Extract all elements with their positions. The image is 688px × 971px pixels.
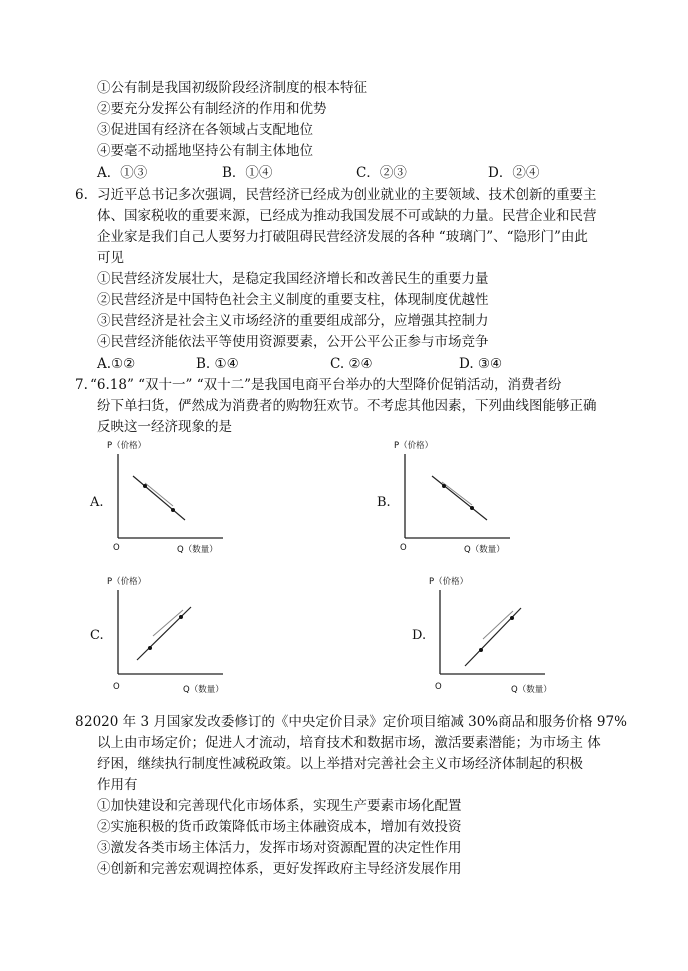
graph-c-y-label: P（价格） <box>107 577 147 587</box>
graph-b <box>392 438 522 558</box>
graph-b-y-label: P（价格） <box>394 441 434 451</box>
q7-number: 7. <box>75 377 88 393</box>
graph-d <box>427 574 557 698</box>
q8-item-1: ①加快建设和完善现代化市场体系，实现生产要素市场化配置 <box>97 798 462 814</box>
q5-item-2: ②要充分发挥公有制经济的作用和优势 <box>97 101 327 117</box>
graph-a-curve-1 <box>133 476 185 520</box>
graph-b-origin: O <box>400 543 407 553</box>
q5-item-1: ①公有制是我国初级阶段经济制度的根本特征 <box>97 80 367 96</box>
graph-c-point-1 <box>148 646 152 650</box>
graph-a-curve-2 <box>145 483 173 506</box>
q8-number: 8 <box>75 714 84 730</box>
graph-b-curve-2 <box>442 482 472 505</box>
q7-stem-line-1: “6.18” “双十一” “双十二”是我国电商平台举办的大型降价促销活动，消费者纷 <box>90 377 562 393</box>
q6-option-c[interactable]: C. ②④ <box>330 356 373 372</box>
graph-b-x-label: Q（数量） <box>464 545 505 555</box>
q5-item-3: ③促进国有经济在各领域占支配地位 <box>97 122 313 138</box>
q5-option-a[interactable]: A．①③ <box>97 165 148 181</box>
q8-stem-line-4: 作用有 <box>97 777 138 793</box>
q6-number: 6. <box>75 187 88 203</box>
graph-a-origin: O <box>113 543 120 553</box>
q6-stem-line-1: 习近平总书记多次强调，民营经济已经成为创业就业的主要领域、技术创新的重要主 <box>97 187 597 203</box>
q6-item-3: ③民营经济是社会主义市场经济的重要组成部分，应增强其控制力 <box>97 313 489 329</box>
graph-c-label[interactable]: C. <box>90 628 104 643</box>
q7-stem-line-2: 纷下单扫货，俨然成为消费者的购物狂欢节。不考虑其他因素，下列曲线图能够正确 <box>97 398 597 414</box>
graph-a-point-2 <box>171 508 175 512</box>
graph-a-x-label: Q（数量） <box>177 545 218 555</box>
graph-a-point-1 <box>143 484 147 488</box>
q5-option-d[interactable]: D．②④ <box>488 165 540 181</box>
graph-a <box>105 438 235 558</box>
graph-d-x-label: Q（数量） <box>511 685 552 695</box>
q5-option-c[interactable]: C．②③ <box>356 165 407 181</box>
graph-c-curve-2 <box>153 610 183 636</box>
graph-a-y-label: P（价格） <box>107 441 147 451</box>
q7-stem-line-3: 反映这一经济现象的是 <box>97 419 232 435</box>
q5-item-4: ④要毫不动摇地坚持公有制主体地位 <box>97 143 313 159</box>
q6-item-1: ①民营经济发展壮大，是稳定我国经济增长和改善民生的重要力量 <box>97 271 489 287</box>
graph-d-label[interactable]: D. <box>412 628 427 643</box>
q5-option-b[interactable]: B．①④ <box>222 165 273 181</box>
q6-option-a[interactable]: A.①② <box>97 356 136 372</box>
q8-stem-line-3: 纾困，继续执行制度性减税政策。以上举措对完善社会主义市场经济体制起的积极 <box>97 756 583 772</box>
graph-a-label[interactable]: A. <box>90 495 104 510</box>
q6-stem-line-3: 企业家是我们自己人要努力打破阻碍民营经济发展的各种 “玻璃门”、“隐形门”由此 <box>97 229 588 245</box>
graph-c <box>105 574 235 698</box>
q8-stem-line-1: 2020 年 3 月国家发改委修订的《中央定价目录》定价项目缩减 30%商品和服务价格 97% <box>84 714 627 730</box>
graph-c-curve-1 <box>137 607 191 660</box>
q6-item-4: ④民营经济能依法平等使用资源要素，公开公平公正参与市场竞争 <box>97 334 489 350</box>
q8-item-4: ④创新和完善宏观调控体系，更好发挥政府主导经济发展作用 <box>97 861 462 877</box>
q6-item-2: ②民营经济是中国特色社会主义制度的重要支柱，体现制度优越性 <box>97 292 489 308</box>
graph-b-label[interactable]: B. <box>377 495 391 510</box>
graph-d-point-1 <box>479 648 483 652</box>
graph-d-origin: O <box>435 682 442 692</box>
q6-stem-line-4: 可见 <box>97 250 124 266</box>
q6-option-b[interactable]: B. ①④ <box>196 356 239 372</box>
graph-b-point-1 <box>442 484 446 488</box>
graph-d-y-label: P（价格） <box>429 577 469 587</box>
q8-stem-line-2: 以上由市场定价；促进人才流动，培育技术和数据市场，激活要素潜能；为市场主 体 <box>97 735 601 751</box>
q8-item-3: ③激发各类市场主体活力，发挥市场对资源配置的决定性作用 <box>97 840 462 856</box>
q8-item-2: ②实施积极的货币政策降低市场主体融资成本，增加有效投资 <box>97 819 462 835</box>
graph-c-point-2 <box>179 615 183 619</box>
graph-b-curve-1 <box>432 476 487 520</box>
q6-stem-line-2: 体、国家税收的重要来源，已经成为推动我国发展不可或缺的力量。民营企业和民营 <box>97 208 597 224</box>
graph-d-point-2 <box>510 616 514 620</box>
graph-c-origin: O <box>113 682 120 692</box>
graph-c-x-label: Q（数量） <box>183 685 224 695</box>
graph-b-point-2 <box>470 506 474 510</box>
q6-option-d[interactable]: D. ③④ <box>459 356 503 372</box>
graph-d-curve-2 <box>483 611 513 639</box>
